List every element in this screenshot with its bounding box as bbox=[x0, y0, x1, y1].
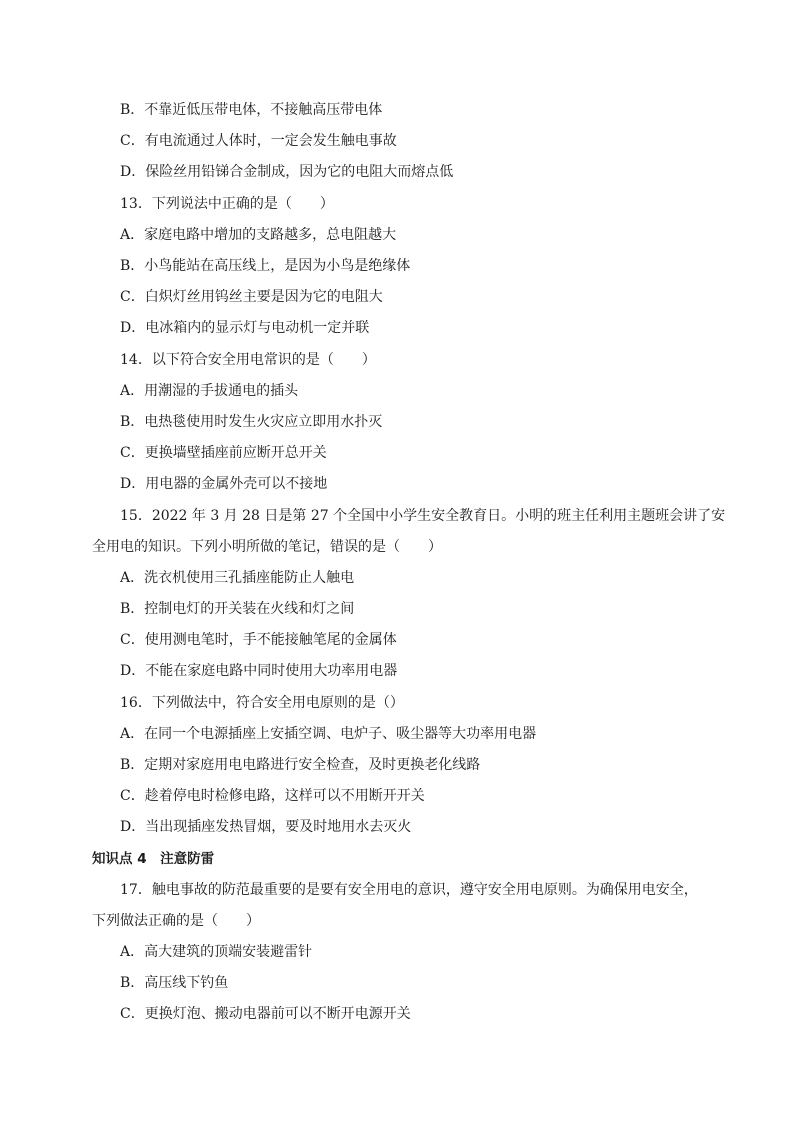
option-14a: A．用潮湿的手拔通电的插头 bbox=[120, 383, 299, 399]
option-15b: B．控制电灯的开关装在火线和灯之间 bbox=[120, 601, 355, 617]
option-17b: B．高压线下钓鱼 bbox=[120, 975, 229, 991]
option-12d: D．保险丝用铅锑合金制成，因为它的电阻大而熔点低 bbox=[120, 164, 454, 180]
question-14: 14．以下符合安全用电常识的是（ ） bbox=[120, 352, 376, 368]
option-16d: D．当出现插座发热冒烟，要及时地用水去灭火 bbox=[120, 819, 412, 835]
question-15-line2: 全用电的知识。下列小明所做的笔记，错误的是（ ） bbox=[92, 539, 442, 555]
question-13: 13．下列说法中正确的是（ ） bbox=[120, 196, 334, 212]
option-17c: C．更换灯泡、搬动电器前可以不断开电源开关 bbox=[120, 1006, 411, 1022]
option-15d: D．不能在家庭电路中同时使用大功率用电器 bbox=[120, 663, 398, 679]
option-16c: C．趁着停电时检修电路，这样可以不用断开开关 bbox=[120, 788, 425, 804]
option-14c: C．更换墙壁插座前应断开总开关 bbox=[120, 445, 327, 461]
option-14b: B．电热毯使用时发生火灾应立即用水扑灭 bbox=[120, 414, 383, 430]
option-13a: A．家庭电路中增加的支路越多，总电阻越大 bbox=[120, 227, 397, 243]
option-12b: B．不靠近低压带电体，不接触高压带电体 bbox=[120, 102, 383, 118]
option-13d: D．电冰箱内的显示灯与电动机一定并联 bbox=[120, 320, 370, 336]
option-14d: D．用电器的金属外壳可以不接地 bbox=[120, 476, 328, 492]
section-heading-knowledge-point-4: 知识点 4 注意防雷 bbox=[92, 851, 215, 867]
option-15c: C．使用测电笔时，手不能接触笔尾的金属体 bbox=[120, 632, 397, 648]
option-16b: B．定期对家庭用电电路进行安全检查，及时更换老化线路 bbox=[120, 757, 481, 773]
option-15a: A．洗衣机使用三孔插座能防止人触电 bbox=[120, 570, 355, 586]
question-15-line1: 15．2022 年 3 月 28 日是第 27 个全国中小学生安全教育日。小明的班主任利用主题班会讲了安 bbox=[120, 508, 726, 524]
option-17a: A．高大建筑的顶端安装避雷针 bbox=[120, 944, 313, 960]
option-13b: B．小鸟能站在高压线上，是因为小鸟是绝缘体 bbox=[120, 258, 411, 274]
question-16: 16．下列做法中，符合安全用电原则的是（） bbox=[120, 695, 404, 711]
option-12c: C．有电流通过人体时，一定会发生触电事故 bbox=[120, 133, 397, 149]
question-17-line1: 17．触电事故的防范最重要的是要有安全用电的意识，遵守安全用电原则。为确保用电安全， bbox=[120, 882, 698, 898]
option-16a: A．在同一个电源插座上安插空调、电炉子、吸尘器等大功率用电器 bbox=[120, 726, 537, 742]
question-17-line2: 下列做法正确的是（ ） bbox=[92, 913, 260, 929]
option-13c: C．白炽灯丝用钨丝主要是因为它的电阻大 bbox=[120, 289, 383, 305]
